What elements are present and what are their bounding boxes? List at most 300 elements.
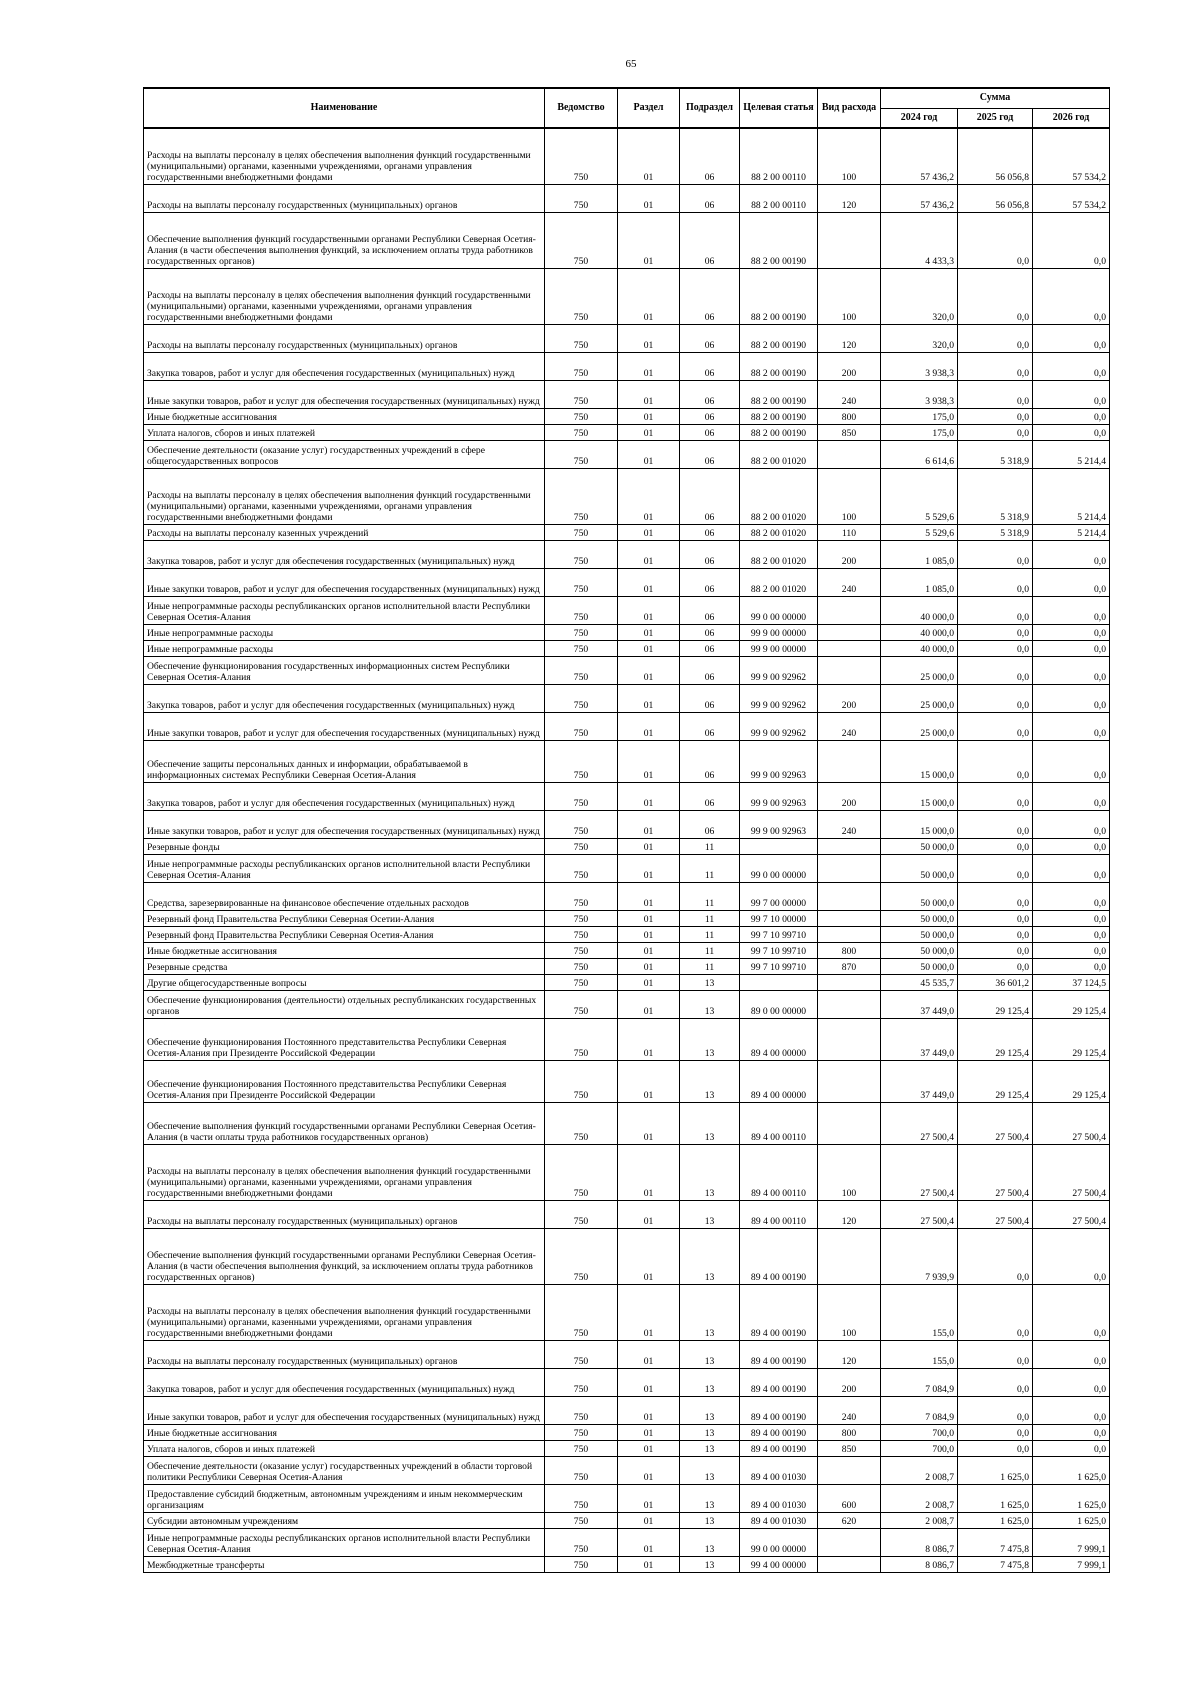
cell-name: Иные закупки товаров, работ и услуг для обеспечения государственных (муниципальных) нужд bbox=[144, 1397, 545, 1425]
cell-sum-2026: 29 125,4 bbox=[1033, 991, 1110, 1019]
cell-name: Расходы на выплаты персоналу в целях обеспечения выполнения функций государственными (муниципальными) органами, казенными учреждениями, органами управления государственными внебюджетными фондами bbox=[144, 1145, 545, 1201]
cell-name: Иные закупки товаров, работ и услуг для обеспечения государственных (муниципальных) нужд bbox=[144, 713, 545, 741]
cell-expense-type: 200 bbox=[818, 541, 881, 569]
cell-sum-2025: 0,0 bbox=[958, 425, 1033, 441]
table-row bbox=[144, 943, 1110, 959]
cell-target-article: 99 7 10 99710 bbox=[740, 959, 818, 975]
cell-sum-2024: 45 535,7 bbox=[881, 975, 958, 991]
cell-target-article: 88 2 00 01020 bbox=[740, 541, 818, 569]
cell-vedomstvo: 750 bbox=[545, 839, 618, 855]
cell-razdel: 01 bbox=[618, 325, 680, 353]
cell-vedomstvo: 750 bbox=[545, 541, 618, 569]
cell-expense-type: 240 bbox=[818, 811, 881, 839]
cell-name: Предоставление субсидий бюджетным, автономным учреждениям и иным некоммерческим организациям bbox=[144, 1485, 545, 1513]
cell-name: Обеспечение выполнения функций государственными органами Республики Северная Осетия-Алания (в части обеспечения выполнения функций, за исключением оплаты труда работников государственных органов) bbox=[144, 1229, 545, 1285]
cell-vedomstvo: 750 bbox=[545, 975, 618, 991]
cell-sum-2025: 56 056,8 bbox=[958, 185, 1033, 213]
cell-sum-2024: 320,0 bbox=[881, 269, 958, 325]
cell-sum-2026: 0,0 bbox=[1033, 1425, 1110, 1441]
cell-sum-2025: 0,0 bbox=[958, 713, 1033, 741]
table-row bbox=[144, 1397, 1110, 1425]
cell-podrazdel: 06 bbox=[680, 381, 740, 409]
table-row bbox=[144, 469, 1110, 525]
cell-sum-2025: 0,0 bbox=[958, 569, 1033, 597]
cell-sum-2025: 0,0 bbox=[958, 625, 1033, 641]
cell-expense-type: 850 bbox=[818, 1441, 881, 1457]
cell-sum-2024: 6 614,6 bbox=[881, 441, 958, 469]
cell-podrazdel: 13 bbox=[680, 1425, 740, 1441]
cell-target-article: 89 4 00 00190 bbox=[740, 1285, 818, 1341]
cell-razdel: 01 bbox=[618, 541, 680, 569]
table-row bbox=[144, 597, 1110, 625]
cell-podrazdel: 06 bbox=[680, 713, 740, 741]
cell-podrazdel: 11 bbox=[680, 927, 740, 943]
cell-razdel: 01 bbox=[618, 1145, 680, 1201]
cell-vedomstvo: 750 bbox=[545, 353, 618, 381]
cell-sum-2025: 0,0 bbox=[958, 741, 1033, 783]
cell-expense-type: 870 bbox=[818, 959, 881, 975]
cell-expense-type bbox=[818, 911, 881, 927]
cell-razdel: 01 bbox=[618, 839, 680, 855]
cell-podrazdel: 13 bbox=[680, 1441, 740, 1457]
cell-podrazdel: 06 bbox=[680, 657, 740, 685]
table-row bbox=[144, 1441, 1110, 1457]
cell-name: Иные непрограммные расходы bbox=[144, 641, 545, 657]
cell-target-article: 89 4 00 01030 bbox=[740, 1457, 818, 1485]
cell-podrazdel: 13 bbox=[680, 1485, 740, 1513]
table-row bbox=[144, 128, 1110, 185]
cell-sum-2024: 37 449,0 bbox=[881, 1061, 958, 1103]
cell-expense-type: 850 bbox=[818, 425, 881, 441]
cell-podrazdel: 06 bbox=[680, 641, 740, 657]
cell-name: Закупка товаров, работ и услуг для обеспечения государственных (муниципальных) нужд bbox=[144, 685, 545, 713]
cell-sum-2025: 0,0 bbox=[958, 1425, 1033, 1441]
page-number: 65 bbox=[625, 58, 637, 70]
cell-sum-2024: 155,0 bbox=[881, 1285, 958, 1341]
cell-vedomstvo: 750 bbox=[545, 1441, 618, 1457]
cell-sum-2024: 7 084,9 bbox=[881, 1397, 958, 1425]
cell-expense-type bbox=[818, 927, 881, 943]
cell-sum-2024: 50 000,0 bbox=[881, 959, 958, 975]
cell-sum-2024: 27 500,4 bbox=[881, 1201, 958, 1229]
cell-sum-2024: 50 000,0 bbox=[881, 855, 958, 883]
cell-razdel: 01 bbox=[618, 469, 680, 525]
cell-expense-type bbox=[818, 975, 881, 991]
cell-expense-type bbox=[818, 1103, 881, 1145]
header-podrazdel: Подраздел bbox=[680, 88, 740, 128]
table-row bbox=[144, 185, 1110, 213]
cell-sum-2025: 0,0 bbox=[958, 943, 1033, 959]
table-row bbox=[144, 1201, 1110, 1229]
cell-sum-2026: 0,0 bbox=[1033, 811, 1110, 839]
cell-razdel: 01 bbox=[618, 741, 680, 783]
table-row bbox=[144, 783, 1110, 811]
cell-target-article: 99 0 00 00000 bbox=[740, 597, 818, 625]
cell-sum-2025: 36 601,2 bbox=[958, 975, 1033, 991]
cell-podrazdel: 11 bbox=[680, 959, 740, 975]
cell-vedomstvo: 750 bbox=[545, 713, 618, 741]
cell-expense-type: 200 bbox=[818, 783, 881, 811]
cell-podrazdel: 06 bbox=[680, 128, 740, 185]
cell-podrazdel: 06 bbox=[680, 569, 740, 597]
cell-vedomstvo: 750 bbox=[545, 569, 618, 597]
cell-name: Иные непрограммные расходы республиканских органов исполнительной власти Республики Северная Осетия-Алания bbox=[144, 597, 545, 625]
cell-vedomstvo: 750 bbox=[545, 1229, 618, 1285]
cell-name: Закупка товаров, работ и услуг для обеспечения государственных (муниципальных) нужд bbox=[144, 1369, 545, 1397]
table-row bbox=[144, 1019, 1110, 1061]
cell-target-article: 88 2 00 00190 bbox=[740, 353, 818, 381]
cell-name: Субсидии автономным учреждениям bbox=[144, 1513, 545, 1529]
cell-sum-2025: 0,0 bbox=[958, 657, 1033, 685]
cell-podrazdel: 13 bbox=[680, 1229, 740, 1285]
cell-razdel: 01 bbox=[618, 425, 680, 441]
table-row bbox=[144, 911, 1110, 927]
cell-vedomstvo: 750 bbox=[545, 325, 618, 353]
cell-vedomstvo: 750 bbox=[545, 927, 618, 943]
cell-name: Расходы на выплаты персоналу казенных учреждений bbox=[144, 525, 545, 541]
cell-name: Межбюджетные трансферты bbox=[144, 1557, 545, 1573]
table-row bbox=[144, 525, 1110, 541]
cell-name: Расходы на выплаты персоналу государственных (муниципальных) органов bbox=[144, 185, 545, 213]
cell-sum-2024: 50 000,0 bbox=[881, 911, 958, 927]
cell-expense-type bbox=[818, 839, 881, 855]
cell-razdel: 01 bbox=[618, 959, 680, 975]
cell-sum-2025: 0,0 bbox=[958, 213, 1033, 269]
cell-sum-2025: 0,0 bbox=[958, 811, 1033, 839]
cell-name: Закупка товаров, работ и услуг для обеспечения государственных (муниципальных) нужд bbox=[144, 783, 545, 811]
cell-vedomstvo: 750 bbox=[545, 1557, 618, 1573]
cell-podrazdel: 13 bbox=[680, 1103, 740, 1145]
cell-podrazdel: 11 bbox=[680, 839, 740, 855]
cell-sum-2024: 7 084,9 bbox=[881, 1369, 958, 1397]
cell-podrazdel: 06 bbox=[680, 541, 740, 569]
cell-sum-2024: 37 449,0 bbox=[881, 991, 958, 1019]
cell-sum-2025: 0,0 bbox=[958, 1341, 1033, 1369]
cell-razdel: 01 bbox=[618, 657, 680, 685]
cell-razdel: 01 bbox=[618, 569, 680, 597]
cell-sum-2026: 5 214,4 bbox=[1033, 525, 1110, 541]
cell-name: Расходы на выплаты персоналу в целях обеспечения выполнения функций государственными (муниципальными) органами, казенными учреждениями, органами управления государственными внебюджетными фондами bbox=[144, 1285, 545, 1341]
cell-expense-type: 120 bbox=[818, 325, 881, 353]
cell-vedomstvo: 750 bbox=[545, 1019, 618, 1061]
cell-expense-type: 200 bbox=[818, 685, 881, 713]
cell-vedomstvo: 750 bbox=[545, 911, 618, 927]
cell-podrazdel: 06 bbox=[680, 353, 740, 381]
cell-sum-2026: 0,0 bbox=[1033, 625, 1110, 641]
cell-name: Обеспечение функционирования государственных информационных систем Республики Северная Осетия-Алания bbox=[144, 657, 545, 685]
cell-podrazdel: 11 bbox=[680, 883, 740, 911]
cell-target-article: 99 9 00 00000 bbox=[740, 625, 818, 641]
cell-expense-type bbox=[818, 441, 881, 469]
cell-sum-2024: 175,0 bbox=[881, 425, 958, 441]
cell-sum-2026: 0,0 bbox=[1033, 269, 1110, 325]
cell-expense-type: 620 bbox=[818, 1513, 881, 1529]
cell-name: Уплата налогов, сборов и иных платежей bbox=[144, 1441, 545, 1457]
table-row bbox=[144, 1457, 1110, 1485]
cell-name: Средства, зарезервированные на финансовое обеспечение отдельных расходов bbox=[144, 883, 545, 911]
cell-expense-type bbox=[818, 855, 881, 883]
cell-sum-2025: 7 475,8 bbox=[958, 1529, 1033, 1557]
cell-sum-2026: 27 500,4 bbox=[1033, 1201, 1110, 1229]
cell-target-article: 88 2 00 00190 bbox=[740, 381, 818, 409]
cell-sum-2024: 5 529,6 bbox=[881, 525, 958, 541]
cell-target-article: 89 4 00 01030 bbox=[740, 1513, 818, 1529]
cell-razdel: 01 bbox=[618, 811, 680, 839]
cell-sum-2025: 0,0 bbox=[958, 269, 1033, 325]
cell-podrazdel: 13 bbox=[680, 1145, 740, 1201]
cell-podrazdel: 13 bbox=[680, 991, 740, 1019]
cell-name: Расходы на выплаты персоналу в целях обеспечения выполнения функций государственными (муниципальными) органами, казенными учреждениями, органами управления государственными внебюджетными фондами bbox=[144, 128, 545, 185]
header-razdel: Раздел bbox=[618, 88, 680, 128]
header-name: Наименование bbox=[144, 88, 545, 128]
cell-sum-2026: 0,0 bbox=[1033, 213, 1110, 269]
cell-razdel: 01 bbox=[618, 597, 680, 625]
cell-vedomstvo: 750 bbox=[545, 685, 618, 713]
cell-name: Иные бюджетные ассигнования bbox=[144, 943, 545, 959]
cell-sum-2024: 1 085,0 bbox=[881, 569, 958, 597]
cell-target-article: 99 7 10 99710 bbox=[740, 943, 818, 959]
cell-name: Иные закупки товаров, работ и услуг для обеспечения государственных (муниципальных) нужд bbox=[144, 811, 545, 839]
cell-target-article: 99 4 00 00000 bbox=[740, 1557, 818, 1573]
cell-razdel: 01 bbox=[618, 1441, 680, 1457]
cell-razdel: 01 bbox=[618, 185, 680, 213]
cell-razdel: 01 bbox=[618, 1425, 680, 1441]
cell-podrazdel: 06 bbox=[680, 597, 740, 625]
header-summa: Сумма bbox=[881, 88, 1110, 108]
cell-target-article: 88 2 00 00110 bbox=[740, 185, 818, 213]
cell-vedomstvo: 750 bbox=[545, 1369, 618, 1397]
cell-sum-2025: 27 500,4 bbox=[958, 1103, 1033, 1145]
cell-razdel: 01 bbox=[618, 269, 680, 325]
cell-podrazdel: 06 bbox=[680, 811, 740, 839]
cell-sum-2025: 0,0 bbox=[958, 959, 1033, 975]
cell-expense-type bbox=[818, 657, 881, 685]
cell-target-article: 89 0 00 00000 bbox=[740, 991, 818, 1019]
cell-vedomstvo: 750 bbox=[545, 943, 618, 959]
cell-sum-2024: 15 000,0 bbox=[881, 783, 958, 811]
cell-name: Расходы на выплаты персоналу в целях обеспечения выполнения функций государственными (муниципальными) органами, казенными учреждениями, органами управления государственными внебюджетными фондами bbox=[144, 269, 545, 325]
table-row bbox=[144, 685, 1110, 713]
cell-razdel: 01 bbox=[618, 1229, 680, 1285]
cell-podrazdel: 13 bbox=[680, 1061, 740, 1103]
cell-razdel: 01 bbox=[618, 525, 680, 541]
cell-name: Иные непрограммные расходы bbox=[144, 625, 545, 641]
cell-sum-2026: 0,0 bbox=[1033, 783, 1110, 811]
cell-razdel: 01 bbox=[618, 381, 680, 409]
cell-razdel: 01 bbox=[618, 441, 680, 469]
cell-name: Обеспечение функционирования Постоянного представительства Республики Северная Осетия-Алания при Президенте Российской Федерации bbox=[144, 1061, 545, 1103]
cell-sum-2025: 56 056,8 bbox=[958, 128, 1033, 185]
cell-sum-2024: 40 000,0 bbox=[881, 641, 958, 657]
cell-target-article: 89 4 00 00190 bbox=[740, 1425, 818, 1441]
table-row bbox=[144, 927, 1110, 943]
table-row bbox=[144, 1513, 1110, 1529]
cell-vedomstvo: 750 bbox=[545, 959, 618, 975]
cell-sum-2024: 27 500,4 bbox=[881, 1145, 958, 1201]
cell-expense-type bbox=[818, 597, 881, 625]
cell-sum-2024: 2 008,7 bbox=[881, 1485, 958, 1513]
cell-target-article: 99 9 00 92963 bbox=[740, 741, 818, 783]
table-row bbox=[144, 381, 1110, 409]
cell-vedomstvo: 750 bbox=[545, 441, 618, 469]
cell-name: Обеспечение функционирования Постоянного представительства Республики Северная Осетия-Алания при Президенте Российской Федерации bbox=[144, 1019, 545, 1061]
cell-sum-2024: 8 086,7 bbox=[881, 1529, 958, 1557]
table-row bbox=[144, 1557, 1110, 1573]
cell-name: Расходы на выплаты персоналу государственных (муниципальных) органов bbox=[144, 1341, 545, 1369]
cell-vedomstvo: 750 bbox=[545, 1529, 618, 1557]
cell-sum-2026: 29 125,4 bbox=[1033, 1019, 1110, 1061]
cell-sum-2024: 2 008,7 bbox=[881, 1457, 958, 1485]
cell-name: Другие общегосударственные вопросы bbox=[144, 975, 545, 991]
cell-target-article: 89 4 00 00190 bbox=[740, 1369, 818, 1397]
table-row bbox=[144, 741, 1110, 783]
cell-target-article: 99 7 10 00000 bbox=[740, 911, 818, 927]
table-header bbox=[144, 88, 1110, 128]
cell-razdel: 01 bbox=[618, 883, 680, 911]
cell-sum-2026: 0,0 bbox=[1033, 541, 1110, 569]
cell-name: Иные бюджетные ассигнования bbox=[144, 1425, 545, 1441]
cell-sum-2026: 7 999,1 bbox=[1033, 1557, 1110, 1573]
cell-sum-2024: 7 939,9 bbox=[881, 1229, 958, 1285]
cell-vedomstvo: 750 bbox=[545, 185, 618, 213]
cell-sum-2025: 5 318,9 bbox=[958, 525, 1033, 541]
cell-expense-type bbox=[818, 213, 881, 269]
cell-expense-type bbox=[818, 991, 881, 1019]
cell-sum-2026: 1 625,0 bbox=[1033, 1485, 1110, 1513]
cell-vedomstvo: 750 bbox=[545, 1341, 618, 1369]
cell-sum-2026: 0,0 bbox=[1033, 569, 1110, 597]
cell-vedomstvo: 750 bbox=[545, 597, 618, 625]
cell-sum-2026: 0,0 bbox=[1033, 1441, 1110, 1457]
table-row bbox=[144, 1285, 1110, 1341]
cell-name: Резервный фонд Правительства Республики Северная Осетии-Алания bbox=[144, 911, 545, 927]
cell-expense-type bbox=[818, 1229, 881, 1285]
cell-vedomstvo: 750 bbox=[545, 657, 618, 685]
cell-sum-2026: 0,0 bbox=[1033, 425, 1110, 441]
cell-expense-type: 800 bbox=[818, 943, 881, 959]
table-row bbox=[144, 641, 1110, 657]
cell-sum-2024: 50 000,0 bbox=[881, 883, 958, 911]
cell-vedomstvo: 750 bbox=[545, 213, 618, 269]
table-row bbox=[144, 569, 1110, 597]
cell-sum-2025: 1 625,0 bbox=[958, 1513, 1033, 1529]
cell-target-article: 89 4 00 01030 bbox=[740, 1485, 818, 1513]
cell-razdel: 01 bbox=[618, 713, 680, 741]
cell-sum-2025: 0,0 bbox=[958, 783, 1033, 811]
cell-target-article bbox=[740, 975, 818, 991]
cell-razdel: 01 bbox=[618, 641, 680, 657]
cell-sum-2024: 25 000,0 bbox=[881, 657, 958, 685]
cell-sum-2025: 0,0 bbox=[958, 911, 1033, 927]
cell-podrazdel: 13 bbox=[680, 1513, 740, 1529]
cell-sum-2024: 40 000,0 bbox=[881, 625, 958, 641]
header-vedomstvo: Ведомство bbox=[545, 88, 618, 128]
cell-target-article: 88 2 00 00190 bbox=[740, 425, 818, 441]
budget-table bbox=[143, 87, 1110, 1573]
cell-sum-2026: 27 500,4 bbox=[1033, 1145, 1110, 1201]
cell-razdel: 01 bbox=[618, 943, 680, 959]
table-row bbox=[144, 883, 1110, 911]
cell-vedomstvo: 750 bbox=[545, 811, 618, 839]
cell-sum-2024: 700,0 bbox=[881, 1441, 958, 1457]
cell-razdel: 01 bbox=[618, 1397, 680, 1425]
table-body bbox=[144, 128, 1110, 1573]
cell-expense-type: 100 bbox=[818, 1285, 881, 1341]
cell-sum-2026: 29 125,4 bbox=[1033, 1061, 1110, 1103]
cell-sum-2025: 0,0 bbox=[958, 1397, 1033, 1425]
cell-razdel: 01 bbox=[618, 855, 680, 883]
cell-sum-2025: 0,0 bbox=[958, 597, 1033, 625]
cell-sum-2025: 27 500,4 bbox=[958, 1201, 1033, 1229]
table-row bbox=[144, 991, 1110, 1019]
cell-target-article: 89 4 00 00190 bbox=[740, 1229, 818, 1285]
cell-name: Резервный фонд Правительства Республики Северная Осетия-Алания bbox=[144, 927, 545, 943]
table-row bbox=[144, 425, 1110, 441]
cell-podrazdel: 11 bbox=[680, 911, 740, 927]
cell-name: Обеспечение выполнения функций государственными органами Республики Северная Осетия-Алания (в части оплаты труда работников государственных органов) bbox=[144, 1103, 545, 1145]
cell-expense-type: 100 bbox=[818, 1145, 881, 1201]
cell-target-article: 99 9 00 92963 bbox=[740, 811, 818, 839]
cell-podrazdel: 06 bbox=[680, 325, 740, 353]
cell-podrazdel: 06 bbox=[680, 409, 740, 425]
cell-expense-type: 120 bbox=[818, 185, 881, 213]
cell-razdel: 01 bbox=[618, 128, 680, 185]
cell-sum-2025: 1 625,0 bbox=[958, 1485, 1033, 1513]
cell-razdel: 01 bbox=[618, 783, 680, 811]
cell-podrazdel: 13 bbox=[680, 1557, 740, 1573]
table-row bbox=[144, 409, 1110, 425]
cell-vedomstvo: 750 bbox=[545, 741, 618, 783]
cell-sum-2024: 320,0 bbox=[881, 325, 958, 353]
cell-target-article: 89 4 00 00110 bbox=[740, 1145, 818, 1201]
cell-target-article: 99 9 00 92963 bbox=[740, 783, 818, 811]
cell-name: Обеспечение защиты персональных данных и информации, обрабатываемой в информационных системах Республики Северная Осетия-Алания bbox=[144, 741, 545, 783]
table-row bbox=[144, 1369, 1110, 1397]
table-row bbox=[144, 959, 1110, 975]
cell-sum-2026: 0,0 bbox=[1033, 855, 1110, 883]
header-year-2026: 2026 год bbox=[1033, 108, 1110, 128]
cell-podrazdel: 13 bbox=[680, 1019, 740, 1061]
cell-sum-2024: 15 000,0 bbox=[881, 741, 958, 783]
cell-podrazdel: 06 bbox=[680, 525, 740, 541]
cell-razdel: 01 bbox=[618, 213, 680, 269]
cell-expense-type: 100 bbox=[818, 128, 881, 185]
cell-podrazdel: 13 bbox=[680, 975, 740, 991]
cell-expense-type bbox=[818, 1019, 881, 1061]
table-row bbox=[144, 1061, 1110, 1103]
cell-expense-type: 110 bbox=[818, 525, 881, 541]
cell-sum-2024: 25 000,0 bbox=[881, 685, 958, 713]
table-row bbox=[144, 855, 1110, 883]
cell-razdel: 01 bbox=[618, 1369, 680, 1397]
cell-vedomstvo: 750 bbox=[545, 525, 618, 541]
cell-razdel: 01 bbox=[618, 409, 680, 425]
cell-podrazdel: 13 bbox=[680, 1529, 740, 1557]
cell-sum-2024: 57 436,2 bbox=[881, 128, 958, 185]
cell-name: Иные закупки товаров, работ и услуг для обеспечения государственных (муниципальных) нужд bbox=[144, 569, 545, 597]
cell-podrazdel: 13 bbox=[680, 1341, 740, 1369]
cell-target-article: 99 9 00 92962 bbox=[740, 657, 818, 685]
cell-razdel: 01 bbox=[618, 1103, 680, 1145]
table-row bbox=[144, 1425, 1110, 1441]
cell-razdel: 01 bbox=[618, 1529, 680, 1557]
cell-vedomstvo: 750 bbox=[545, 425, 618, 441]
cell-razdel: 01 bbox=[618, 1201, 680, 1229]
cell-expense-type: 240 bbox=[818, 381, 881, 409]
cell-target-article: 89 4 00 00000 bbox=[740, 1061, 818, 1103]
cell-razdel: 01 bbox=[618, 625, 680, 641]
cell-target-article: 99 0 00 00000 bbox=[740, 1529, 818, 1557]
